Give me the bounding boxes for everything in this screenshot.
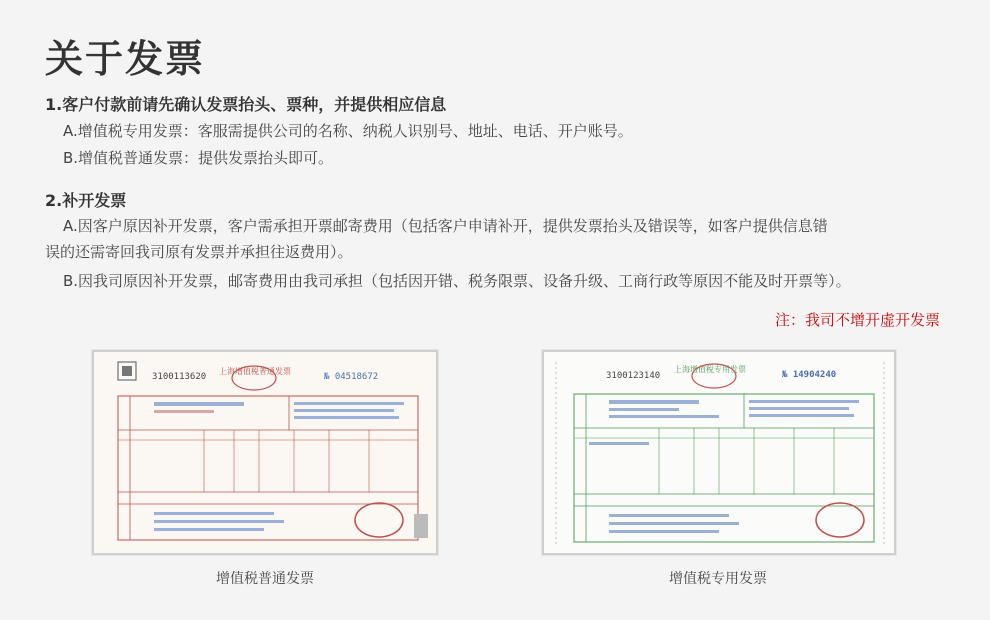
special-invoice-number: № 14904240 [782,370,837,380]
section1-item-a: A.增值税专用发票：客服需提供公司的名称、纳税人识别号、地址、电话、开户账号。 [63,122,633,140]
special-invoice-drawing [544,352,894,553]
section1-item-b: B.增值税普通发票：提供发票抬头即可。 [63,149,334,167]
ordinary-invoice-drawing [94,352,436,553]
special-invoice-header: 上海增值税专用发票 [674,365,746,374]
page-title: 关于发票 [45,37,206,81]
section2-item-b: B.因我司原因补开发票，邮寄费用由我司承担（包括因开错、税务限票、设备升级、工商行政等原因不能及时开票等）。 [63,272,851,290]
disclaimer-note: 注：我司不增开虚开发票 [774,311,940,329]
section2-item-a-line2: 误的还需寄回我司原有发票并承担往返费用）。 [45,243,353,261]
special-invoice-caption: 增值税专用发票 [669,571,767,587]
ordinary-invoice-caption: 增值税普通发票 [216,571,314,587]
ordinary-invoice-number: № 04518672 [324,372,379,382]
ordinary-invoice-header: 上海增值税普通发票 [219,367,291,376]
section2-item-a-line1: A.因客户原因补开发票，客户需承担开票邮寄费用（包括客户申请补开，提供发票抬头及错误等，如客户提供信息错 [63,217,828,235]
ordinary-invoice-code: 3100113620 [152,372,207,382]
section2-heading: 2.补开发票 [45,191,127,210]
special-invoice-code: 3100123140 [606,371,661,381]
section1-heading: 1.客户付款前请先确认发票抬头、票种，并提供相应信息 [45,95,447,114]
special-invoice-image [542,350,896,555]
ordinary-invoice-image [92,350,438,555]
